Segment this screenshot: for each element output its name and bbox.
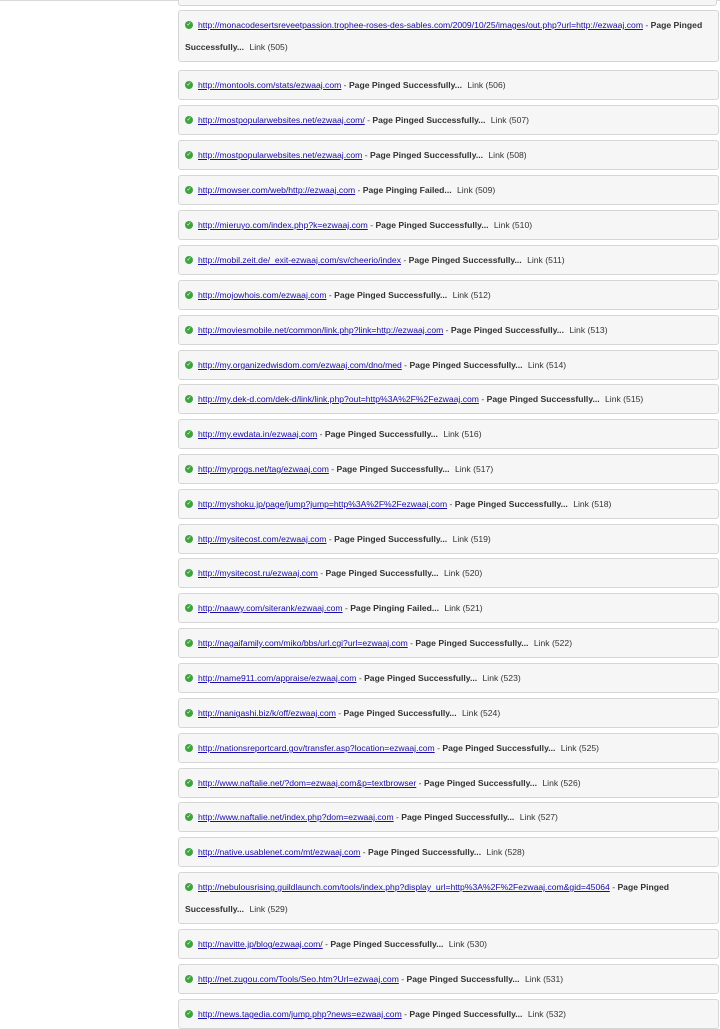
- check-circle-icon: ✓: [186, 744, 192, 751]
- ping-status: Page Pinged Successfully...: [343, 708, 457, 718]
- ping-status: Page Pinged Successfully...: [364, 673, 478, 683]
- ping-status: Page Pinged Successfully...: [450, 325, 564, 335]
- ping-status: Page Pinged Successfully...: [372, 115, 486, 125]
- link-number: Link (505): [249, 42, 288, 52]
- ping-status: Page Pinged Successfully...: [442, 743, 556, 753]
- link-number: Link (524): [461, 708, 501, 718]
- ping-status: Page Pinged Successfully...: [454, 499, 568, 509]
- link-number: Link (523): [482, 673, 521, 683]
- separator: -: [478, 394, 487, 404]
- check-circle-icon: ✓: [186, 500, 192, 507]
- link-number: Link (527): [519, 812, 558, 822]
- link-number: Link (510): [493, 220, 533, 230]
- link-number: Link (516): [443, 429, 482, 439]
- ping-status: Page Pinged Successfully...: [415, 638, 529, 648]
- check-circle-icon: ✓: [186, 813, 192, 820]
- separator: -: [367, 220, 376, 230]
- link-number: Link (529): [249, 904, 288, 914]
- ping-status: Page Pinged Successfully...: [325, 568, 439, 578]
- pinged-url-link[interactable]: http://www.naftalie.net/?dom=ezwaaj.com&p=textbrowser: [198, 778, 417, 788]
- pinged-url-link[interactable]: http://my.ewdata.in/ezwaaj.com: [198, 429, 318, 439]
- pinged-url-link[interactable]: http://nagaifamily.com/miko/bbs/url.cgi?url=ezwaaj.com: [198, 638, 408, 648]
- ping-result-item: [178, 802, 719, 832]
- pinged-url-link[interactable]: http://myshoku.jp/page/jump?jump=http%3A%2F%2Fezwaaj.com: [198, 499, 448, 509]
- separator: -: [355, 185, 363, 195]
- ping-status: Page Pinged Successfully...: [406, 974, 520, 984]
- pinged-url-link[interactable]: http://mojowhois.com/ezwaaj.com: [198, 290, 327, 300]
- pinged-url-link[interactable]: http://my.dek-d.com/dek-d/link/link.php?out=http%3A%2F%2Fezwaaj.com: [198, 394, 479, 404]
- check-circle-icon: ✓: [186, 709, 192, 716]
- pinged-url-link[interactable]: http://net.zugou.com/Tools/Seo.htm?Url=ezwaaj.com: [198, 974, 399, 984]
- ping-result-item: [178, 280, 719, 310]
- check-circle-icon: ✓: [186, 326, 192, 333]
- pinged-url-link[interactable]: http://news.tagedia.com/jump.php?news=ezwaaj.com: [198, 1009, 402, 1019]
- ping-result-item: [178, 663, 719, 693]
- pinged-url-link[interactable]: http://nationsreportcard.gov/transfer.asp?location=ezwaaj.com: [198, 743, 435, 753]
- separator: -: [447, 499, 455, 509]
- check-circle-icon: ✓: [186, 848, 192, 855]
- pinged-url-link[interactable]: http://montools.com/stats/ezwaaj.com: [198, 80, 342, 90]
- check-circle-icon: ✓: [186, 779, 192, 786]
- separator: -: [364, 115, 373, 125]
- link-number: Link (511): [527, 255, 565, 265]
- check-circle-icon: ✓: [186, 604, 192, 611]
- link-number: Link (509): [457, 185, 496, 195]
- link-number: Link (522): [533, 638, 573, 648]
- pinged-url-link[interactable]: http://mostpopularwebsites.net/ezwaaj.com/: [198, 115, 365, 125]
- ping-result-item: [178, 768, 719, 798]
- link-number: Link (530): [448, 939, 487, 949]
- separator: -: [326, 290, 335, 300]
- ping-result-item: [178, 929, 719, 959]
- separator: -: [393, 812, 402, 822]
- ping-result-item: [178, 140, 719, 170]
- ping-status: Page Pinged Successfully...: [334, 290, 448, 300]
- ping-result-item: [178, 175, 719, 205]
- link-number: Link (528): [486, 847, 525, 857]
- link-number: Link (507): [490, 115, 530, 125]
- ping-result-item: [178, 558, 719, 588]
- ping-result-item: [178, 524, 719, 554]
- ping-result-item: [178, 489, 719, 519]
- ping-result-item: [178, 628, 719, 658]
- check-circle-icon: ✓: [186, 256, 192, 263]
- separator: -: [407, 638, 416, 648]
- link-number: Link (521): [444, 603, 483, 613]
- check-circle-icon: ✓: [186, 883, 192, 890]
- separator: -: [341, 80, 349, 90]
- pinged-url-link[interactable]: http://my.organizedwisdom.com/ezwaaj.com/dno/med: [198, 360, 402, 370]
- separator: -: [401, 1009, 410, 1019]
- separator: -: [328, 464, 337, 474]
- pinged-url-link[interactable]: http://mysitecost.com/ezwaaj.com: [198, 534, 327, 544]
- check-circle-icon: ✓: [186, 639, 192, 646]
- check-circle-icon: ✓: [186, 291, 192, 298]
- pinged-url-link[interactable]: http://www.naftalie.net/index.php?dom=ezwaaj.com: [198, 812, 394, 822]
- link-number: Link (518): [573, 499, 612, 509]
- link-number: Link (508): [488, 150, 527, 160]
- ping-status: Page Pinged Successfully...: [185, 20, 703, 52]
- ping-status: Page Pinged Successfully...: [330, 939, 444, 949]
- separator: -: [434, 743, 443, 753]
- ping-result-item: [178, 350, 719, 380]
- ping-status: Page Pinged Successfully...: [375, 220, 489, 230]
- link-number: Link (513): [569, 325, 608, 335]
- check-circle-icon: ✓: [186, 361, 192, 368]
- ping-result-item: [178, 419, 719, 449]
- separator: -: [609, 882, 618, 892]
- separator: -: [642, 20, 651, 30]
- ping-status: Page Pinging Failed...: [350, 603, 440, 613]
- pinged-url-link[interactable]: http://myprogs.net/tag/ezwaaj.com: [198, 464, 329, 474]
- link-number: Link (519): [452, 534, 491, 544]
- pinged-url-link[interactable]: http://name911.com/appraise/ezwaaj.com: [198, 673, 357, 683]
- ping-status: Page Pinged Successfully...: [348, 80, 462, 90]
- link-number: Link (531): [524, 974, 564, 984]
- ping-result-item: [178, 315, 719, 345]
- check-circle-icon: ✓: [186, 430, 192, 437]
- pinged-url-link[interactable]: http://mysitecost.ru/ezwaaj.com: [198, 568, 318, 578]
- ping-status: Page Pinged Successfully...: [369, 150, 484, 160]
- check-circle-icon: ✓: [186, 1010, 192, 1017]
- separator: -: [326, 534, 335, 544]
- pinged-url-link[interactable]: http://nanigashi.biz/k/off/ezwaaj.com: [198, 708, 336, 718]
- check-circle-icon: ✓: [186, 465, 192, 472]
- pinged-url-link[interactable]: http://mieruyo.com/index.php?k=ezwaaj.com: [198, 220, 368, 230]
- check-circle-icon: ✓: [186, 395, 192, 402]
- ping-status: Page Pinged Successfully...: [334, 534, 448, 544]
- pinged-url-link[interactable]: http://mowser.com/web/http://ezwaaj.com: [198, 185, 356, 195]
- separator: -: [401, 255, 409, 265]
- separator: -: [360, 847, 369, 857]
- pinged-url-link[interactable]: http://navitte.jp/blog/ezwaaj.com/: [198, 939, 323, 949]
- ping-result-item: [178, 698, 719, 728]
- ping-status: Page Pinged Successfully...: [336, 464, 450, 474]
- separator: -: [317, 568, 326, 578]
- link-number: Link (526): [542, 778, 581, 788]
- ping-result-item: [178, 872, 719, 924]
- left-sidebar: [0, 0, 172, 1025]
- separator: -: [322, 939, 331, 949]
- check-circle-icon: ✓: [186, 151, 192, 158]
- ping-result-item: [178, 105, 719, 135]
- link-number: Link (517): [454, 464, 494, 474]
- link-number: Link (525): [560, 743, 599, 753]
- check-circle-icon: ✓: [186, 81, 192, 88]
- ping-result-item: [178, 245, 719, 275]
- pinged-url-link[interactable]: http://naawy.com/siterank/ezwaaj.com: [198, 603, 343, 613]
- pinged-url-link[interactable]: http://monacodesertsreveetpassion.trophee-roses-des-sables.com/2009/10/25/images/out.php?url=http://ezwaaj.com: [198, 20, 643, 30]
- pinged-url-link[interactable]: http://nebulousrising.guildlaunch.com/tools/index.php?display_url=http%3A%2F%2Fezwaaj.com&gid=45064: [198, 882, 610, 892]
- ping-status: Page Pinging Failed...: [362, 185, 452, 195]
- ping-status: Page Pinged Successfully...: [185, 882, 670, 914]
- ping-status: Page Pinged Successfully...: [409, 1009, 523, 1019]
- ping-status: Page Pinged Successfully...: [486, 394, 600, 404]
- separator: -: [356, 673, 365, 683]
- previous-result-item: [178, 0, 717, 6]
- separator: -: [362, 150, 370, 160]
- link-number: Link (515): [605, 394, 644, 404]
- separator: -: [443, 325, 451, 335]
- check-circle-icon: ✓: [186, 116, 192, 123]
- link-number: Link (512): [452, 290, 491, 300]
- ping-result-item: [178, 210, 719, 240]
- link-number: Link (506): [467, 80, 506, 90]
- separator: -: [401, 360, 410, 370]
- separator: -: [416, 778, 424, 788]
- link-number: Link (514): [527, 360, 567, 370]
- check-circle-icon: ✓: [186, 221, 192, 228]
- ping-result-item: [178, 964, 719, 994]
- ping-status: Page Pinged Successfully...: [408, 255, 522, 265]
- check-circle-icon: ✓: [186, 21, 192, 28]
- separator: -: [342, 603, 351, 613]
- check-circle-icon: ✓: [186, 975, 192, 982]
- ping-result-item: [178, 733, 719, 763]
- ping-status: Page Pinged Successfully...: [401, 812, 515, 822]
- check-circle-icon: ✓: [186, 940, 192, 947]
- ping-status: Page Pinged Successfully...: [423, 778, 537, 788]
- ping-result-item: [178, 70, 719, 100]
- link-number: Link (532): [527, 1009, 567, 1019]
- ping-result-item: [178, 384, 719, 414]
- separator: -: [317, 429, 325, 439]
- ping-status: Page Pinged Successfully...: [368, 847, 482, 857]
- separator: -: [335, 708, 344, 718]
- ping-status: Page Pinged Successfully...: [324, 429, 438, 439]
- ping-result-item: [178, 837, 719, 867]
- check-circle-icon: ✓: [186, 535, 192, 542]
- ping-status: Page Pinged Successfully...: [409, 360, 523, 370]
- separator: -: [398, 974, 407, 984]
- link-number: Link (520): [443, 568, 483, 578]
- pinged-url-link[interactable]: http://mobil.zeit.de/_exit-ezwaaj.com/sv/cheerio/index: [198, 255, 402, 265]
- check-circle-icon: ✓: [186, 186, 192, 193]
- pinged-url-link[interactable]: http://moviesmobile.net/common/link.php?link=http://ezwaaj.com: [198, 325, 444, 335]
- pinged-url-link[interactable]: http://mostpopularwebsites.net/ezwaaj.com: [198, 150, 363, 160]
- check-circle-icon: ✓: [186, 674, 192, 681]
- check-circle-icon: ✓: [186, 569, 192, 576]
- ping-result-item: [178, 10, 719, 62]
- pinged-url-link[interactable]: http://native.usablenet.com/mt/ezwaaj.com: [198, 847, 361, 857]
- ping-result-item: [178, 593, 719, 623]
- ping-result-item: [178, 454, 719, 484]
